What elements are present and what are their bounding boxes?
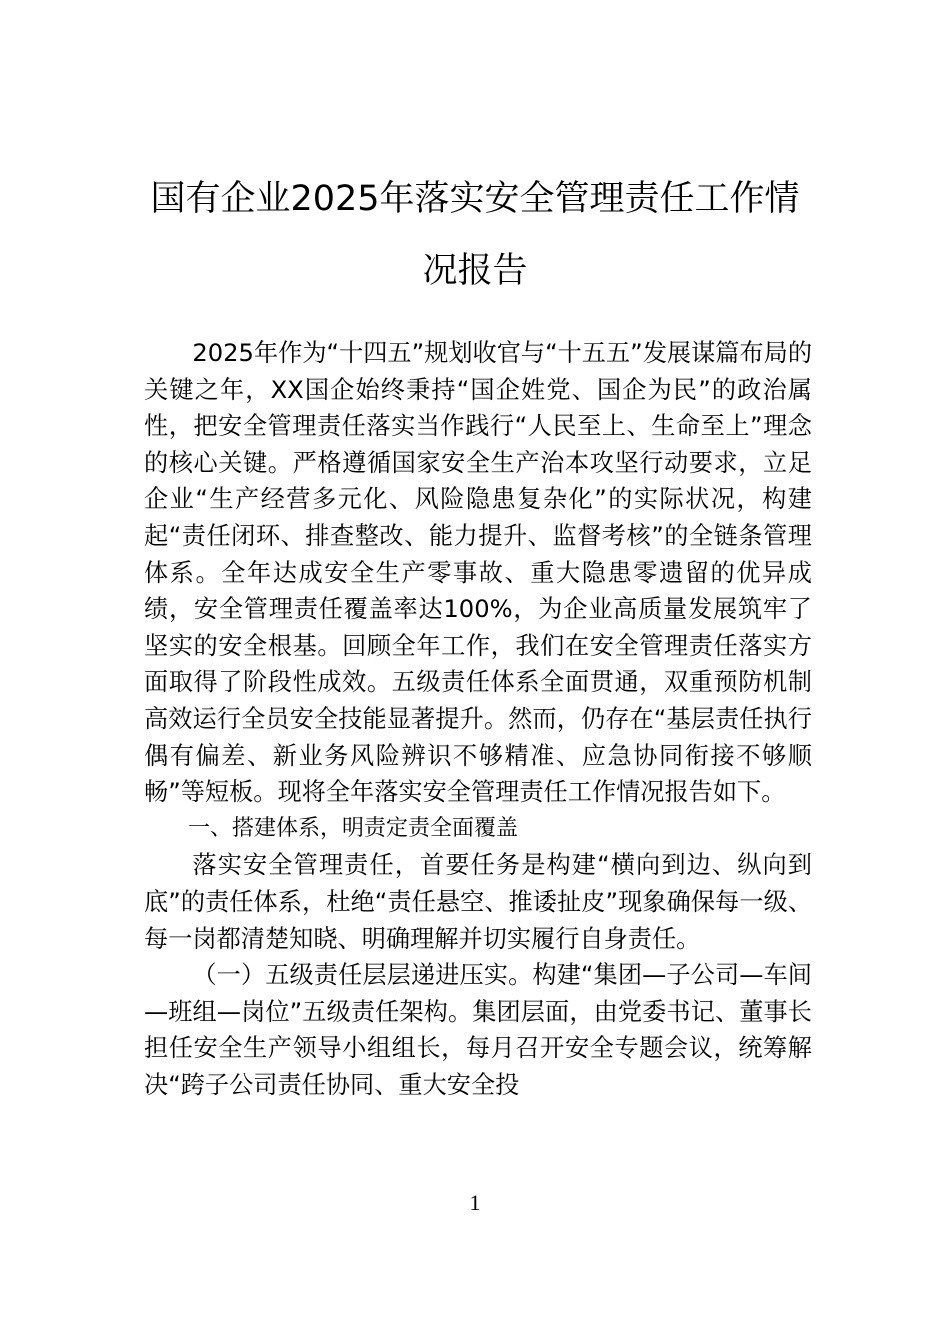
title-line-1: 国有企业2025年落实安全管理责任工作情 bbox=[150, 179, 800, 219]
title-line-2: 况报告 bbox=[422, 251, 528, 291]
page-number: 1 bbox=[469, 1190, 481, 1215]
intro-paragraph: 2025年作为“十四五”规划收官与“十五五”发展谋篇布局的关键之年，XX国企始终秉持“国企姓党、国企为民”的政治属性，把安全管理责任落实当作践行“人民至上、生命至上”理念的核心关键。严格遵循国家安全生产治本攻坚行动要求，立足企业“生产经营多元化、风险隐患复杂化”的实际状况，构建起“责任闭环、排查整改、能力提升、监督考核”的全链条管理体系。全年达成安全生产零事故、重大隐患零遗留的优异成绩，安全管理责任覆盖率达100%，为企业高质量发展筑牢了坚实的安全根基。回顾全年工作，我们在安全管理责任落实方面取得了阶段性成效。五级责任体系全面贯通，双重预防机制高效运行全员安全技能显著提升。然而，仍存在“基层责任执行偶有偏差、新业务风险辨识不够精准、应急协同衔接不够顺畅”等短板。现将全年落实安全管理责任工作情况报告如下。 bbox=[144, 339, 813, 807]
document-body bbox=[144, 335, 812, 1103]
section-heading-1: 一、搭建体系，明责定责全面覆盖 bbox=[188, 815, 519, 841]
section-1-paragraph: 落实安全管理责任，首要任务是构建“横向到边、纵向到底”的责任体系，杜绝“责任悬空、推诿扯皮”现象确保每一级、每一岗都清楚知晓、明确理解并切实履行自身责任。 bbox=[144, 851, 812, 953]
document-title bbox=[140, 163, 810, 307]
subsection-1-paragraph: （一）五级责任层层递进压实。构建“集团—子公司—车间—班组—岗位”五级责任架构。集团层面，由党委书记、董事长担任安全生产领导小组组长，每月召开安全专题会议，统筹解决“跨子公司责任协同、重大安全投 bbox=[144, 961, 812, 1099]
